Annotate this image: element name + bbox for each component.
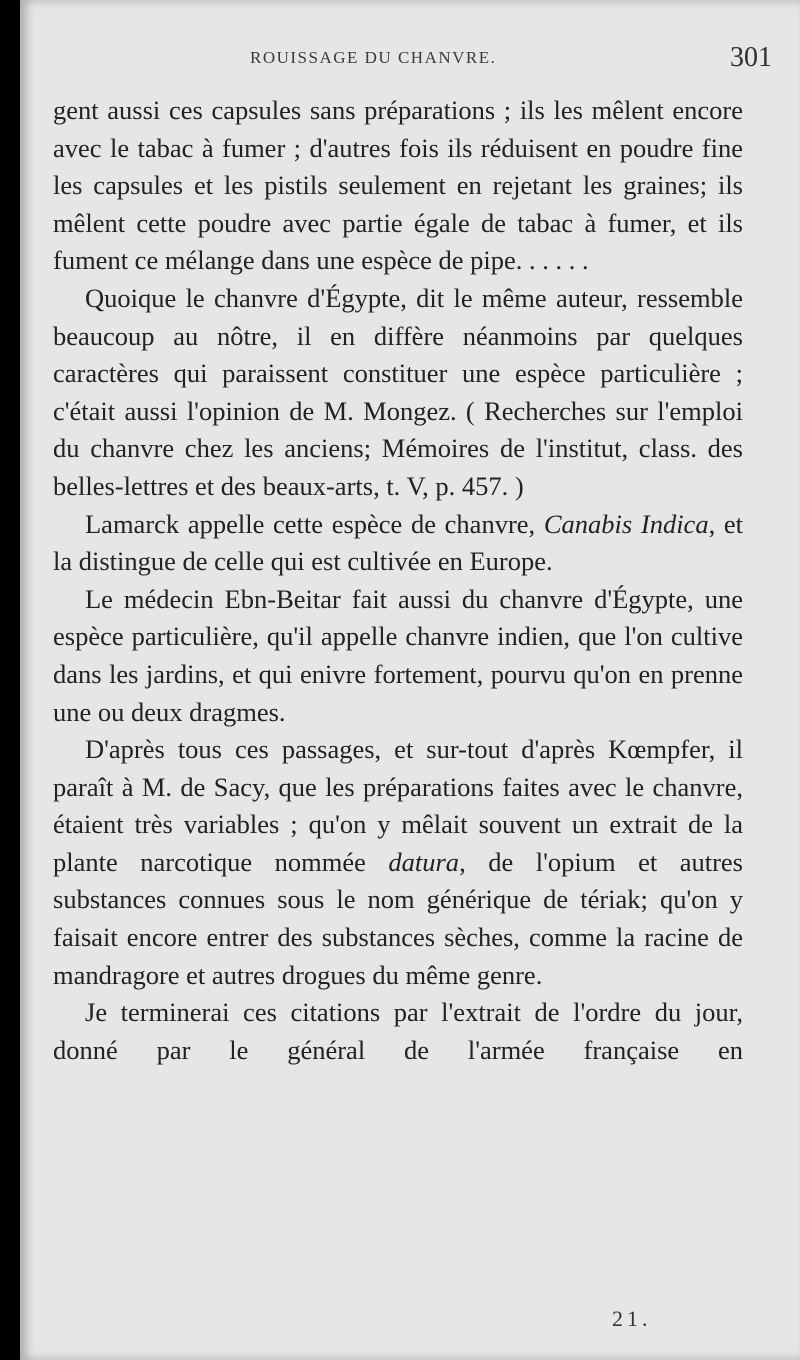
paragraph-citations: Je terminerai ces citations par l'extrait de l'ordre du jour, donné par le général de l'armée française en <box>53 997 743 1065</box>
paragraph-lamarck <box>53 506 743 581</box>
paragraph-sacy <box>53 731 743 994</box>
paragraph-text: , et la distingue de celle qui est cultivée en Europe. <box>53 508 744 577</box>
paragraph-text: D'après tous ces passages, et sur-tout d'après Kœmpfer, il paraît à M. de Sacy, que les préparations faites avec le chanvre, étaient très variables ; qu'on y mêlait souvent un extrait de la plante narcotique nommée <box>53 734 743 877</box>
paragraph-text: , de l'opium et autres substances connues sous le nom générique de tériak; qu'on y faisait encore entrer des substances sèches, comme la racine de mandragore et autres drogues du même genre. <box>53 846 743 990</box>
running-title: ROUISSAGE DU CHANVRE. <box>250 48 497 67</box>
paragraph-continued: gent aussi ces capsules sans préparations ; ils les mêlent encore avec le tabac à fumer ; d'autres fois ils réduisent en poudre fine les capsules et les pistils seulement en rejetant les graines; ils mêlent cette poudre avec partie égale de tabac à fumer, et ils fument ce mélange dans une espèce de pipe. . . . . . <box>53 95 743 276</box>
book-page <box>20 0 800 1360</box>
printer-signature: 21. <box>612 1306 652 1331</box>
page-number: 301 <box>730 42 772 73</box>
italic-term: Canabis Indica <box>543 508 709 539</box>
italic-term: datura <box>388 846 460 877</box>
body-text <box>53 92 743 1069</box>
paragraph-text: Lamarck appelle cette espèce de chanvre, <box>85 508 544 539</box>
page-header <box>20 42 800 78</box>
paragraph-ebn-beitar: Le médecin Ebn-Beitar fait aussi du chanvre d'Égypte, une espèce particulière, qu'il appelle chanvre indien, que l'on cultive dans les jardins, et qui enivre fortement, pourvu qu'on en prenne une ou deux dragmes. <box>53 583 743 727</box>
paragraph-egypt-hemp: Quoique le chanvre d'Égypte, dit le même auteur, ressemble beaucoup au nôtre, il en diffère néanmoins par quelques caractères qui paraissent constituer une espèce particulière ; c'était aussi l'opinion de M. Mongez. ( Recherches sur l'emploi du chanvre chez les anciens; Mémoires de l'institut, class. des belles-lettres et des beaux-arts, t. V, p. 457. ) <box>53 282 743 501</box>
